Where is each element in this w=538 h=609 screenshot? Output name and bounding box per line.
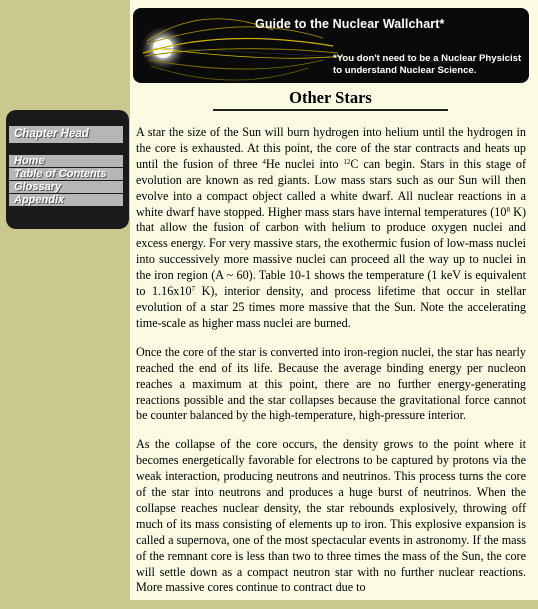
- sidebar-item-label[interactable]: Appendix: [14, 194, 65, 206]
- sidebar-item-home[interactable]: [9, 155, 123, 167]
- sidebar-chapter-head: [9, 126, 123, 143]
- paragraph-supernova: As the collapse of the core occurs, the density grows to the point where it becomes energetically favorable for electrons to be captured by protons via the weak interaction, producing neutrons and neutrinos. This process turns the core of the star into neutrons and produces a huge burst of neutrinos. When the collapse reaches nuclear density, the star rebounds explosively, throwing off much of its mass consisting of elements up to iron. This explosive expansion is called a supernova, one of the most spectacular events in astronomy. If the mass of the remnant core is less than two to three times the mass of the Sun, the core will settle down as a compact neutron star with no further nuclear reactions. More massive cores continue to contract due to: [136, 437, 526, 595]
- banner-tagline: *You don't need to be a Nuclear Physicist to understand Nuclear Science.: [333, 53, 522, 76]
- sidebar-item-label[interactable]: Glossary: [14, 181, 62, 193]
- header-banner: [133, 8, 529, 83]
- sidebar-item-table-of-contents[interactable]: [9, 168, 123, 180]
- sidebar-nav: [6, 110, 129, 229]
- sidebar-item-label[interactable]: Table of Contents: [14, 168, 107, 180]
- article-body: [136, 125, 526, 609]
- paragraph-iron-core: Once the core of the star is converted into iron-region nuclei, the star has nearly reached the end of its life. Because the average binding energy per nucleon reaches a maximum at this point, there are no further energy-generating reactions possible and the star collapses because the gravitational force cannot be counter balanced by the high-temperature, high-pressure interior.: [136, 344, 526, 423]
- sidebar-item-label[interactable]: Home: [14, 155, 45, 167]
- paragraph-red-giants: A star the size of the Sun will burn hydrogen into helium until the hydrogen in the core is exhausted. At this point, the core of the star contracts and heats up until the fusion of three $^4$He nuclei into $^{12}$C can begin. Stars in this stage of evolution are known as red giants. Low mass stars such as our Sun will then evolve into a compact object called a white dwarf. All nuclear reactions in a white dwarf have stopped. Higher mass stars have internal temperatures ($10^8$ K) that allow the fusion of carbon with helium to produce oxygen nuclei and excess energy. For very massive stars, the exothermic fusion of low-mass nuclei into successively more massive nuclei can proceed all the way up to nuclei in the iron region (A ~ 60). Table 10-1 shows the temperature (1 keV is equivalent to $1.16x10^7$ K), interior density, and process lifetime that occur in stellar evolution of a star 25 times more massive that the Sun. Note the accelerating time-scale as higher mass nuclei are burned.: [136, 125, 527, 330]
- sidebar-item-glossary[interactable]: [9, 181, 123, 193]
- banner-title: Guide to the Nuclear Wallchart*: [255, 17, 445, 31]
- page-title: Other Stars: [213, 88, 448, 111]
- sidebar-head-label: Chapter Head: [14, 128, 89, 140]
- sidebar-item-appendix[interactable]: [9, 194, 123, 206]
